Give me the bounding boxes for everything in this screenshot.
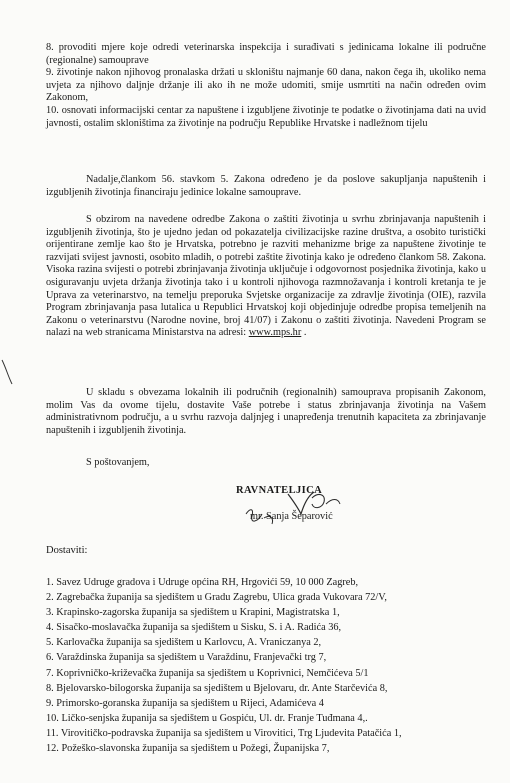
- list-item: 4. Sisačko-moslavačka županija sa sjedištem u Sisku, S. i A. Radića 36,: [46, 622, 342, 634]
- list-item: 3. Krapinsko-zagorska županija sa sjedištem u Krapini, Magistratska 1,: [46, 607, 340, 619]
- list-item: 1. Savez Udruge gradova i Udruge općina RH, Hrgovići 59, 10 000 Zagreb,: [46, 577, 359, 588]
- paragraph-program-text: S obzirom na navedene odredbe Zakona o zaštiti životinja u svrhu zbrinjavanja napuštenih i izgubljenih životinja, što je ujedno jedan od pokazatelja civilizacijske razine društva, a osobito turistički orijentirane zemlje kao što je Hrvatska, potrebno je razviti mehanizme brige za napuštene životinje te razvijati svijest javnosti, osobito mladih, o potrebi zaštite životinja kako je određeno člankom 58. Zakona. Visoka razina svijesti o potrebi zbrinjavanja životinja uključuje i odgovornost posjednika životinja, kako u osiguravanju uvjeta držanja životinja tako i u kontroli njihovoga razmnožavanja i kontroli kretanja te je Uprava za veterinarstvo, na temelju preporuka Svjetske organizacije za zdravlje životinja (OIE), razvila Program zbrinjavanja pasa lutalica u Republici Hrvatskoj koji objedinjuje odredbe propisa temeljenih na Zakonu o veterinarstvu (Narodne novine, broj 41/07) i Zakonu o zaštiti životinja. Navedeni Program se nalazi na web stranicama Ministarstva na adresi:: [46, 214, 486, 339]
- list-item: 11. Virovitičko-podravska županija sa sjedištem u Virovitici, Trg Ljudevita Patačića 1,: [46, 727, 402, 739]
- list-item: 10. Ličko-senjska županija sa sjedištem u Gospiću, Ul. dr. Franje Tuđmana 4,.: [46, 712, 368, 724]
- signature-title: RAVNATELJICA: [236, 485, 323, 496]
- list-item: 2. Zagrebačka županija sa sjedištem u Gradu Zagrebu, Ulica grada Vukovara 72/V,: [46, 592, 387, 604]
- recipients-list: [46, 575, 496, 756]
- ministry-website-link[interactable]: www.mps.hr: [248, 327, 302, 339]
- margin-mark: [0, 356, 14, 386]
- list-item: 10. osnovati informacijski centar za napuštene i izgubljene životinje te podatke o životinjama dati na uvid javnosti, ostalim skloništima za životinje na području Republike Hrvatske i nadležnom tijelu: [46, 104, 486, 129]
- paragraph-program: S obzirom na navedene odredbe Zakona o zaštiti životinja u svrhu zbrinjavanja napuštenih i izgubljenih životinja, što je ujedno jedan od pokazatelja civilizacijske razine društva, a osobito turistički orijentirane zemlje kao što je Hrvatska, potrebno je razviti mehanizme brige za napuštene životinje te razvijati svijest javnosti, osobito mladih, o potrebi zaštite životinja kako je određeno člankom 58. Zakona. Visoka razina svijesti o potrebi zbrinjavanja životinja uključuje i odgovornost posjednika životinja, kako u osiguravanju uvjeta držanja životinja tako i u kontroli njihovoga razmnožavanja i kontroli kretanja te je Uprava za veterinarstvo, na temelju preporuka Svjetske organizacije za zdravlje životinja (OIE), razvila Program zbrinjavanja pasa lutalica u Republici Hrvatskoj koji objedinjuje odredbe propisa temeljenih na Zakonu o veterinarstvu (Narodne novine, broj 41/07) i Zakonu o zaštiti životinja. Navedeni Program se nalazi na web stranicama Ministarstva na adresi: www.mps.hr .: [46, 214, 486, 339]
- list-item: 7. Koprivničko-križevačka županija sa sjedištem u Koprivnici, Nemčićeva 5/1: [46, 667, 369, 679]
- handwritten-signature: [228, 474, 348, 534]
- list-item: 9. Primorsko-goranska županija sa sjedištem u Rijeci, Adamićeva 4: [46, 697, 324, 709]
- list-item: 5. Karlovačka županija sa sjedištem u Karlovcu, A. Vraniczanya 2,: [46, 637, 322, 649]
- paragraph-request: U skladu s obvezama lokalnih ili područnih (regionalnih) samouprava propisanih Zakonom, molim Vas da ovome tijelu, dostavite Vaše potrebe i status zbrinjavanja životinja na Vašem administrativnom području, a u svrhu razvoja daljnjeg i unapređenja trenutnih kapaciteta za zbrinjavanje napuštenih i izgubljenih životinja.: [46, 387, 486, 436]
- list-item: 9. životinje nakon njihovog pronalaska držati u skloništu najmanje 60 dana, nakon čega ih, ukoliko nema uvjeta za njihovo daljnje držanje ili ako ih ne može udomiti, smije usmrtiti na način određen ovim Zakonom,: [46, 67, 486, 104]
- list-item: 12. Požeško-slavonska županija sa sjedištem u Požegi, Županijska 7,: [46, 743, 330, 755]
- list-item: 6. Varaždinska županija sa sjedištem u Varaždinu, Franjevački trg 7,: [46, 652, 327, 664]
- list-item: 8. Bjelovarsko-bilogorska županija sa sjedištem u Bjelovaru, dr. Ante Starčevića 8,: [46, 682, 388, 694]
- list-item: 8. provoditi mjere koje odredi veterinarska inspekcija i surađivati s jedinicama lokalne ili područne (regionalne) samouprave: [46, 42, 486, 66]
- numbered-items-top: [46, 42, 486, 130]
- recipients-heading: Dostaviti:: [46, 545, 88, 556]
- greeting: S poštovanjem,: [86, 457, 150, 468]
- signature-name: mr. Sanja Šeparović: [250, 511, 333, 522]
- paragraph-financing: Nadalje,člankom 56. stavkom 5. Zakona određeno je da poslove sakupljanja napuštenih i izgubljenih životinja financiraju jedinice lokalne samouprave.: [46, 174, 486, 198]
